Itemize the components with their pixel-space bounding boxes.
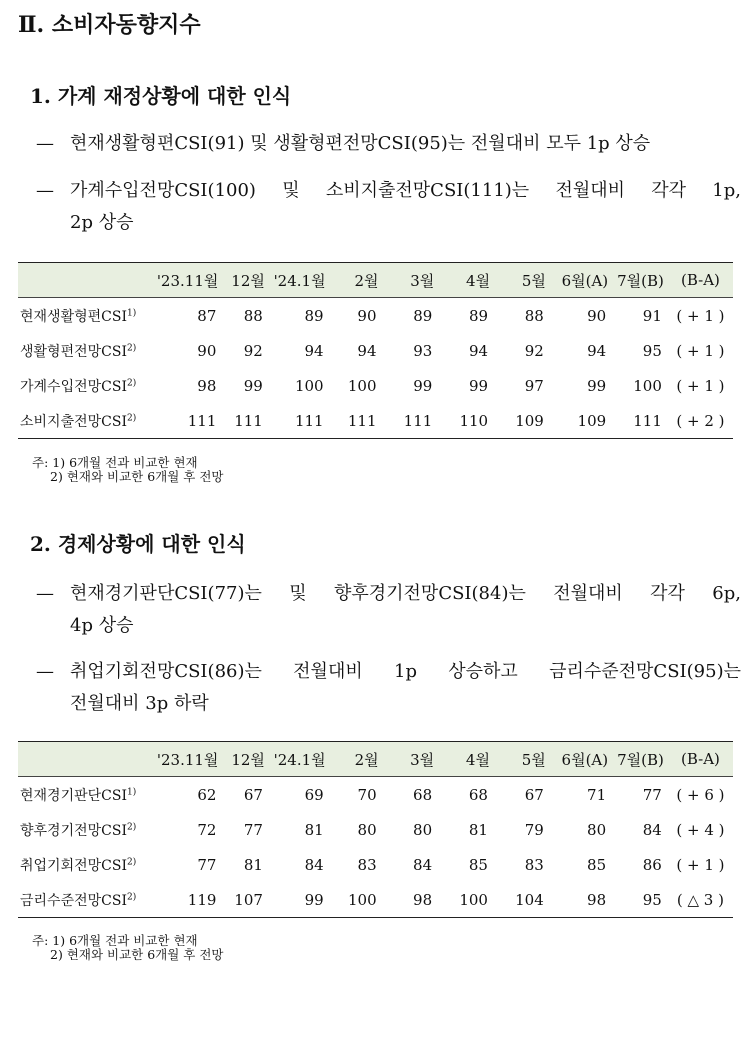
header-cell: (B-A) xyxy=(668,263,733,298)
table-cell: 119 xyxy=(187,890,217,909)
table-cell: 77 xyxy=(197,855,217,874)
header-cell xyxy=(18,263,157,298)
table-cell: 99 xyxy=(304,890,324,909)
diff-cell: ( + 1 ) xyxy=(676,306,725,325)
table-cell: 111 xyxy=(633,411,662,430)
header-cell: 3월 xyxy=(383,263,439,298)
section1-bullet-1 xyxy=(36,128,741,160)
table-cell: 110 xyxy=(459,411,489,430)
table-cell: 111 xyxy=(294,411,324,430)
bullet-text-cont: 2p 상승 xyxy=(70,212,134,233)
header-cell: 5월 xyxy=(494,263,550,298)
table-cell: 87 xyxy=(197,306,217,325)
table-cell: 100 xyxy=(633,376,662,395)
table-cell: 77 xyxy=(243,820,263,839)
table-cell: 77 xyxy=(642,785,662,804)
header-cell: '23.11월 xyxy=(157,742,223,777)
table-cell: 99 xyxy=(243,376,263,395)
economic-condition-table xyxy=(18,741,733,918)
header-cell: '23.11월 xyxy=(157,263,223,298)
table-cell: 92 xyxy=(524,341,544,360)
section2-bullet-1 xyxy=(36,578,741,642)
header-cell: 4월 xyxy=(438,742,494,777)
row-label: 현재생활형편CSI$^{1)}$ xyxy=(20,307,137,325)
table-cell: 97 xyxy=(524,376,544,395)
table-row xyxy=(18,777,733,813)
row-label: 생활형편전망CSI$^{2)}$ xyxy=(20,342,137,360)
section1-bullet-2 xyxy=(36,175,741,239)
table-cell: 89 xyxy=(468,306,489,325)
table-cell: 68 xyxy=(413,785,433,804)
table-cell: 100 xyxy=(294,376,324,395)
diff-cell: ( + 6 ) xyxy=(676,785,725,804)
household-finance-table xyxy=(18,262,733,439)
table-cell: 92 xyxy=(243,341,263,360)
table-cell: 94 xyxy=(357,341,377,360)
bullet-dash: — xyxy=(36,180,54,201)
table-cell: 88 xyxy=(243,306,263,325)
table-cell: 99 xyxy=(587,376,607,395)
footnote-2: 2) 현재와 비교한 6개월 후 전망 xyxy=(50,947,224,962)
table-cell: 91 xyxy=(642,306,662,325)
header-cell: '24.1월 xyxy=(269,742,330,777)
table-cell: 94 xyxy=(587,341,607,360)
footnote-1: 주: 1) 6개월 전과 비교한 현재 xyxy=(32,455,198,470)
table-cell: 79 xyxy=(524,820,544,839)
table-row xyxy=(18,333,733,368)
header-cell: 2월 xyxy=(330,742,383,777)
table-cell: 81 xyxy=(304,820,324,839)
diff-cell: ( + 1 ) xyxy=(676,855,725,874)
table-cell: 104 xyxy=(515,890,544,909)
table-cell: 99 xyxy=(413,376,433,395)
footnote-mark: 2) xyxy=(126,342,137,353)
diff-cell: ( + 4 ) xyxy=(676,820,725,839)
table-cell: 84 xyxy=(304,855,324,874)
header-cell: '24.1월 xyxy=(269,263,330,298)
footnote-mark: 2) xyxy=(126,821,137,832)
bullet-dash: — xyxy=(36,583,54,604)
table-cell: 62 xyxy=(197,785,217,804)
table-cell: 99 xyxy=(468,376,489,395)
table-header-row xyxy=(18,742,733,777)
bullet-text: 현재생활형편CSI(91) 및 생활형편전망CSI(95)는 전월대비 모두 1p 상승 xyxy=(70,133,651,154)
table-cell: 80 xyxy=(413,820,433,839)
header-cell: 6월(A) xyxy=(550,742,612,777)
table-cell: 100 xyxy=(348,890,377,909)
bullet-text-cont: 전월대비 3p 하락 xyxy=(70,693,209,714)
row-label: 현재경기판단CSI$^{1)}$ xyxy=(20,786,137,804)
table-header-row xyxy=(18,263,733,298)
row-label: 취업기회전망CSI$^{2)}$ xyxy=(20,856,137,874)
section2-title: 2. 경제상황에 대한 인식 xyxy=(30,532,246,556)
footnote-1: 주: 1) 6개월 전과 비교한 현재 xyxy=(32,933,198,948)
table-cell: 69 xyxy=(304,785,324,804)
table-row xyxy=(18,882,733,918)
bullet-text: 현재경기판단CSI(77)는 및 향후경기전망CSI(84)는 전월대비 각각 6p, xyxy=(70,583,741,604)
header-cell: (B-A) xyxy=(668,742,733,777)
footnote-mark: 2) xyxy=(126,856,137,867)
diff-cell: ( + 1 ) xyxy=(676,341,725,360)
header-cell: 5월 xyxy=(494,742,550,777)
table-cell: 94 xyxy=(304,341,324,360)
table-cell: 89 xyxy=(413,306,433,325)
table-cell: 85 xyxy=(468,855,488,874)
table-cell: 90 xyxy=(587,306,607,325)
table-cell: 111 xyxy=(403,411,433,430)
bullet-text-cont: 4p 상승 xyxy=(70,615,134,636)
table-cell: 67 xyxy=(524,785,544,804)
table-cell: 111 xyxy=(347,411,377,430)
table-cell: 98 xyxy=(197,376,217,395)
table-cell: 94 xyxy=(468,341,489,360)
table-cell: 90 xyxy=(357,306,377,325)
bullet-dash: — xyxy=(36,133,54,154)
table-cell: 68 xyxy=(468,785,488,804)
row-label: 금리수준전망CSI$^{2)}$ xyxy=(20,891,137,909)
row-label: 소비지출전망CSI$^{2)}$ xyxy=(20,412,137,430)
header-cell: 12월 xyxy=(222,263,268,298)
table-cell: 85 xyxy=(587,855,607,874)
table-cell: 88 xyxy=(524,306,544,325)
table-cell: 80 xyxy=(357,820,377,839)
table-cell: 93 xyxy=(413,341,433,360)
table-cell: 109 xyxy=(515,411,544,430)
table-cell: 81 xyxy=(468,820,488,839)
table-cell: 83 xyxy=(524,855,544,874)
table-cell: 90 xyxy=(197,341,217,360)
page-title: Ⅱ. 소비자동향지수 xyxy=(18,12,201,38)
table-cell: 111 xyxy=(187,411,217,430)
table-cell: 83 xyxy=(357,855,377,874)
table-cell: 80 xyxy=(587,820,607,839)
table-cell: 84 xyxy=(642,820,662,839)
table-cell: 109 xyxy=(577,411,607,430)
header-cell: 4월 xyxy=(438,263,494,298)
section1-notes xyxy=(32,456,223,484)
row-label: 가계수입전망CSI$^{2)}$ xyxy=(20,377,137,395)
table-row xyxy=(18,812,733,847)
table-cell: 67 xyxy=(243,785,263,804)
diff-cell: ( △ 3 ) xyxy=(676,890,724,909)
table-cell: 71 xyxy=(587,785,607,804)
diff-cell: ( + 2 ) xyxy=(676,411,725,430)
footnote-mark: 2) xyxy=(126,377,137,388)
table-cell: 86 xyxy=(642,855,662,874)
table-row xyxy=(18,298,733,334)
table-cell: 100 xyxy=(459,890,488,909)
header-cell xyxy=(18,742,157,777)
table-row xyxy=(18,403,733,439)
table-cell: 98 xyxy=(587,890,607,909)
header-cell: 7월(B) xyxy=(612,263,668,298)
header-cell: 6월(A) xyxy=(550,263,612,298)
table-cell: 70 xyxy=(357,785,377,804)
table-cell: 72 xyxy=(197,820,217,839)
table-cell: 111 xyxy=(234,411,263,430)
footnote-mark: 2) xyxy=(126,891,137,902)
header-cell: 2월 xyxy=(330,263,383,298)
table-cell: 95 xyxy=(642,890,662,909)
table-row xyxy=(18,368,733,403)
footnote-mark: 1) xyxy=(126,307,137,318)
header-cell: 12월 xyxy=(222,742,269,777)
footnote-mark: 2) xyxy=(126,412,137,423)
section2-notes xyxy=(32,934,223,962)
table-cell: 100 xyxy=(347,376,377,395)
section1-title: 1. 가계 재정상황에 대한 인식 xyxy=(30,84,292,108)
header-cell: 3월 xyxy=(383,742,438,777)
footnote-2: 2) 현재와 비교한 6개월 후 전망 xyxy=(50,469,224,484)
section2-bullet-2 xyxy=(36,656,741,720)
table-cell: 95 xyxy=(642,341,662,360)
bullet-dash: — xyxy=(36,661,54,682)
bullet-text: 가계수입전망CSI(100) 및 소비지출전망CSI(111)는 전월대비 각각 1p, xyxy=(70,180,741,201)
table-cell: 107 xyxy=(234,890,263,909)
table-cell: 81 xyxy=(243,855,263,874)
row-label: 향후경기전망CSI$^{2)}$ xyxy=(20,821,137,839)
header-cell: 7월(B) xyxy=(612,742,668,777)
bullet-text: 취업기회전망CSI(86)는 전월대비 1p 상승하고 금리수준전망CSI(95)는 xyxy=(70,661,741,682)
footnote-mark: 1) xyxy=(126,786,137,797)
table-cell: 98 xyxy=(413,890,433,909)
table-row xyxy=(18,847,733,882)
table-cell: 89 xyxy=(304,306,324,325)
table-cell: 84 xyxy=(413,855,433,874)
diff-cell: ( + 1 ) xyxy=(676,376,725,395)
